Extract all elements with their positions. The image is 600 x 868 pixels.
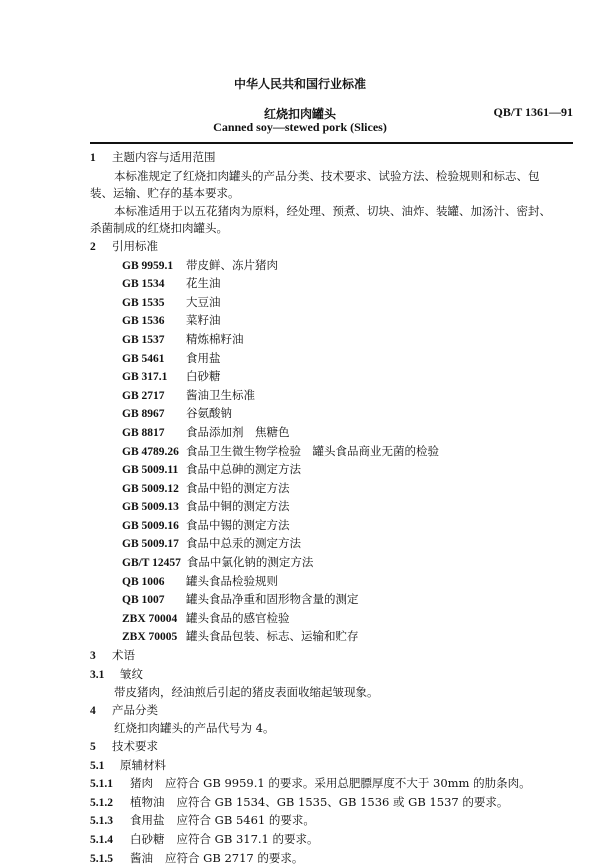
reference-title: 食品中铜的测定方法 — [186, 499, 290, 514]
reference-item — [90, 405, 575, 424]
issuing-organization: 中华人民共和国行业标准 — [233, 77, 366, 91]
reference-item — [90, 573, 575, 592]
clause-text: 应符合 GB 5461 的要求。 — [176, 813, 315, 828]
reference-code: GB 8967 — [122, 408, 165, 421]
reference-title: 菜籽油 — [186, 313, 221, 328]
reference-code: GB 1536 — [122, 315, 165, 328]
reference-title: 食用盐 — [186, 350, 221, 365]
reference-item — [90, 480, 575, 499]
paragraph: 本标准适用于以五花猪肉为原料，经处理、预煮、切块、油炸、装罐、加汤汁、密封、 — [114, 203, 551, 218]
reference-code: GB 5009.17 — [122, 538, 179, 551]
reference-code: GB 1537 — [122, 333, 165, 346]
clause-number: 5.1.2 — [90, 796, 113, 809]
reference-item — [90, 591, 575, 610]
reference-code: GB/T 12457 — [122, 557, 181, 570]
paragraph: 带皮猪肉，经油煎后引起的猪皮表面收缩起皱现象。 — [114, 685, 379, 700]
reference-code: GB 5009.12 — [122, 482, 179, 495]
clause-name: 白砂糖 — [130, 831, 165, 846]
reference-item — [90, 517, 575, 536]
requirement-item — [90, 850, 575, 868]
reference-title: 罐头食品包装、标志、运输和贮存 — [186, 629, 359, 644]
paragraph: 装、运输、贮存的基本要求。 — [90, 186, 240, 201]
reference-code: GB 5009.16 — [122, 519, 179, 532]
requirement-item — [90, 794, 575, 813]
paragraph: 红烧扣肉罐头的产品代号为 4。 — [114, 721, 275, 736]
reference-item — [90, 312, 575, 331]
reference-title: 白砂糖 — [186, 369, 221, 384]
clause-name: 食用盐 — [130, 813, 165, 828]
reference-item — [90, 554, 575, 573]
clause-text: 应符合 GB 317.1 的要求。 — [176, 831, 319, 846]
subsection-heading: 3.1 皱纹 — [90, 666, 143, 681]
reference-title: 食品中锡的测定方法 — [186, 517, 290, 532]
reference-item — [90, 294, 575, 313]
section-heading: 1 主题内容与适用范围 — [90, 150, 216, 164]
requirement-item — [90, 775, 575, 794]
reference-code: QB 1007 — [122, 594, 165, 607]
reference-title: 谷氨酸钠 — [186, 406, 232, 421]
reference-code: GB 8817 — [122, 426, 165, 439]
clause-name: 酱油 — [130, 850, 153, 865]
clause-text: 应符合 GB 9959.1 的要求。采用总肥膘厚度不大于 30mm 的肋条肉。 — [165, 776, 531, 791]
reference-title: 食品中总汞的测定方法 — [186, 536, 301, 551]
reference-code: GB 2717 — [122, 389, 165, 402]
reference-title: 食品中氯化钠的测定方法 — [186, 555, 314, 570]
reference-code: ZBX 70004 — [122, 612, 178, 625]
reference-code: GB 5461 — [122, 352, 165, 365]
reference-title: 大豆油 — [186, 294, 221, 309]
reference-code: GB 1534 — [122, 278, 165, 291]
reference-item — [90, 368, 575, 387]
reference-title: 花生油 — [186, 276, 221, 291]
reference-code: GB 4789.26 — [122, 445, 179, 458]
reference-title: 罐头食品检验规则 — [186, 573, 278, 588]
section-heading: 2 引用标准 — [90, 238, 158, 253]
reference-title: 食品中总砷的测定方法 — [186, 462, 301, 477]
reference-title: 精炼棉籽油 — [186, 331, 244, 346]
reference-title: 食品中铅的测定方法 — [186, 480, 290, 495]
reference-code: GB 5009.13 — [122, 501, 179, 514]
clause-name: 植物油 — [130, 794, 165, 809]
document-title: 红烧扣肉罐头 — [263, 107, 336, 121]
reference-title: 罐头食品净重和固形物含量的测定 — [186, 592, 359, 607]
reference-item — [90, 535, 575, 554]
clause-text: 应符合 GB 2717 的要求。 — [165, 850, 304, 865]
clause-name: 猪肉 — [130, 776, 153, 791]
section-heading: 4 产品分类 — [90, 702, 158, 717]
reference-item — [90, 628, 575, 647]
reference-code: GB 5009.11 — [122, 464, 179, 477]
reference-code: GB 317.1 — [122, 371, 168, 384]
reference-code: GB 1535 — [122, 296, 165, 309]
paragraph: 杀菌制成的红烧扣肉罐头。 — [90, 221, 228, 236]
reference-code: GB 9959.1 — [122, 259, 174, 272]
reference-item — [90, 424, 575, 443]
reference-title: 酱油卫生标准 — [186, 387, 255, 402]
document-body — [90, 149, 575, 868]
requirement-list — [90, 775, 575, 868]
paragraph: 本标准规定了红烧扣肉罐头的产品分类、技术要求、试验方法、检验规则和标志、包 — [114, 168, 540, 183]
reference-title: 食品添加剂 焦糖色 — [186, 424, 290, 439]
section-heading: 3 术语 — [90, 648, 135, 663]
reference-item — [90, 331, 575, 350]
reference-item — [90, 387, 575, 406]
clause-text: 应符合 GB 1534、GB 1535、GB 1536 或 GB 1537 的要求。 — [176, 794, 509, 809]
english-title: Canned soy—stewed pork (Slices) — [213, 120, 387, 134]
clause-number: 5.1.1 — [90, 778, 113, 791]
clause-number: 5.1.5 — [90, 852, 113, 865]
header-rule — [90, 142, 573, 144]
section-heading: 5 技术要求 — [90, 739, 158, 753]
requirement-item — [90, 812, 575, 831]
reference-item — [90, 350, 575, 369]
reference-code: ZBX 70005 — [122, 631, 178, 644]
reference-item — [90, 610, 575, 629]
standard-code: QB/T 1361—91 — [493, 105, 573, 119]
reference-title: 罐头食品的感官检验 — [186, 610, 290, 625]
reference-title: 带皮鲜、冻片猪肉 — [186, 257, 278, 272]
clause-number: 5.1.4 — [90, 833, 113, 846]
reference-item — [90, 275, 575, 294]
reference-item — [90, 461, 575, 480]
clause-number: 5.1.3 — [90, 815, 113, 828]
reference-item — [90, 443, 575, 462]
reference-item — [90, 498, 575, 517]
reference-item — [90, 257, 575, 276]
reference-code: QB 1006 — [122, 575, 165, 588]
subsection-heading: 5.1 原辅材料 — [90, 757, 166, 772]
reference-list — [90, 257, 575, 647]
reference-title: 食品卫生微生物学检验 罐头食品商业无菌的检验 — [186, 443, 439, 458]
requirement-item — [90, 831, 575, 850]
